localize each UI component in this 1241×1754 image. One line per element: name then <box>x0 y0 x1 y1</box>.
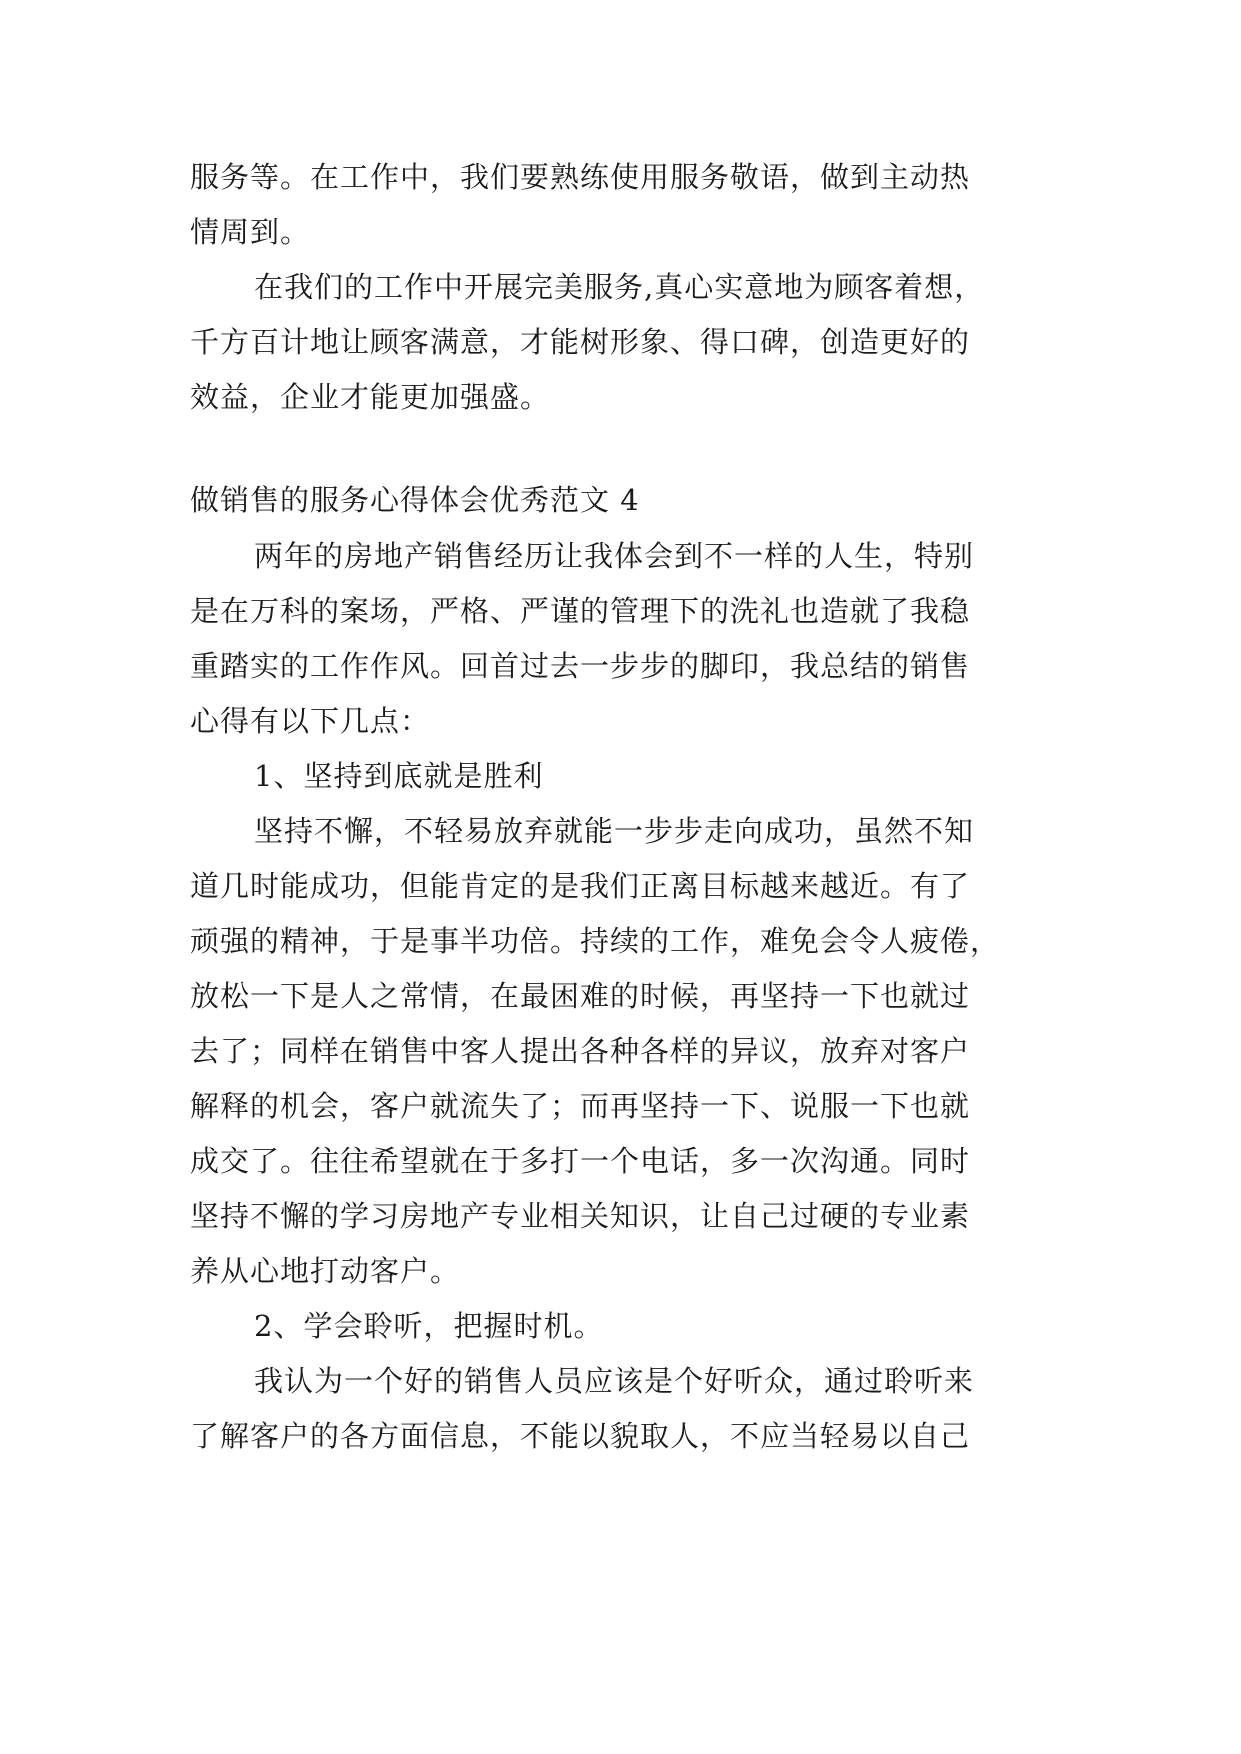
paragraph-line: 两年的房地产销售经历让我体会到不一样的人生，特别 <box>254 539 975 573</box>
list-item-heading: 2、学会聆听，把握时机。 <box>254 1309 604 1343</box>
section-heading: 做销售的服务心得体会优秀范文 4 <box>190 483 640 517</box>
paragraph-line: 养从心地打动客户。 <box>190 1254 461 1288</box>
paragraph-line: 坚持不懈的学习房地产专业相关知识，让自己过硬的专业素 <box>190 1199 971 1233</box>
paragraph-line: 成交了。往往希望就在于多打一个电话，多一次沟通。同时 <box>190 1144 971 1178</box>
paragraph-line: 了解客户的各方面信息，不能以貌取人，不应当轻易以自己 <box>190 1419 971 1453</box>
paragraph-line: 解释的机会，客户就流失了；而再坚持一下、说服一下也就 <box>190 1089 971 1123</box>
paragraph-line: 效益，企业才能更加强盛。 <box>190 380 551 414</box>
list-item-heading: 1、坚持到底就是胜利 <box>254 759 544 793</box>
paragraph-line: 在我们的工作中开展完美服务,真心实意地为顾客着想， <box>254 270 985 304</box>
paragraph-line: 心得有以下几点： <box>190 704 431 738</box>
paragraph-line: 去了；同样在销售中客人提出各种各样的异议，放弃对客户 <box>190 1034 971 1068</box>
paragraph-line: 放松一下是人之常情，在最困难的时候，再坚持一下也就过 <box>190 979 971 1013</box>
paragraph-line: 情周到。 <box>190 215 311 249</box>
paragraph-line: 我认为一个好的销售人员应该是个好听众，通过聆听来 <box>254 1364 975 1398</box>
paragraph-line: 顽强的精神，于是事半功倍。持续的工作，难免会令人疲倦， <box>190 924 1001 958</box>
paragraph-line: 重踏实的工作作风。回首过去一步步的脚印，我总结的销售 <box>190 649 971 683</box>
paragraph-line: 服务等。在工作中，我们要熟练使用服务敬语，做到主动热 <box>190 160 971 194</box>
paragraph-line: 千方百计地让顾客满意，才能树形象、得口碑，创造更好的 <box>190 325 971 359</box>
paragraph-line: 坚持不懈，不轻易放弃就能一步步走向成功，虽然不知 <box>254 814 975 848</box>
paragraph-line: 是在万科的案场，严格、严谨的管理下的洗礼也造就了我稳 <box>190 594 971 628</box>
paragraph-line: 道几时能成功，但能肯定的是我们正离目标越来越近。有了 <box>190 869 971 903</box>
